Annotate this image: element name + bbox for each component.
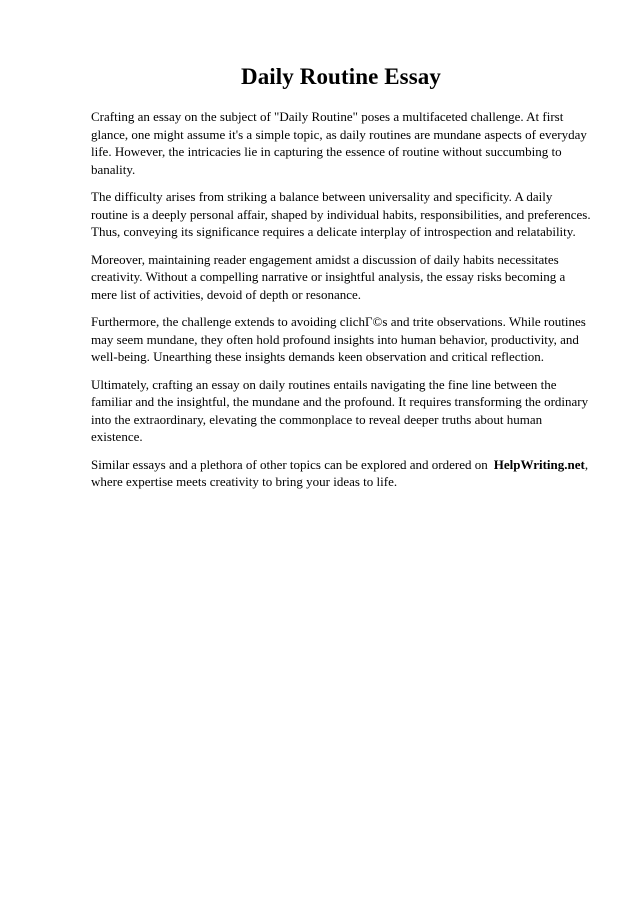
- closing-paragraph: [91, 456, 591, 491]
- paragraph-4: Furthermore, the challenge extends to avoiding clichГ©s and trite observations. While routines may seem mundane, they often hold profound insights into human behavior, productivity, and well-being. Unearthing these insights demands keen observation and critical reflection.: [91, 314, 586, 364]
- document-content: [91, 62, 591, 501]
- paragraph-1: Crafting an essay on the subject of "Daily Routine" poses a multifaceted challenge. At first glance, one might assume it's a simple topic, as daily routines are mundane aspects of everyday life. However, the intricacies lie in capturing the essence of routine without succumbing to banality.: [91, 109, 587, 177]
- document-title: Daily Routine Essay: [241, 64, 441, 89]
- closing-text-after-link: , where expertise meets creativity to bring your ideas to life.: [91, 456, 589, 489]
- helpwriting-link[interactable]: HelpWriting.net: [493, 456, 585, 472]
- paragraph-5: Ultimately, crafting an essay on daily routines entails navigating the fine line between the familiar and the insightful, the mundane and the profound. It requires transforming the ordinary into the extraordinary, elevating the commonplace to reveal deeper truths about human existence.: [91, 376, 589, 444]
- closing-text-before-link: Similar essays and a plethora of other topics can be explored and ordered on: [91, 456, 488, 472]
- paragraph-2: The difficulty arises from striking a balance between universality and specificity. A daily routine is a deeply personal affair, shaped by individual habits, responsibilities, and preferences. Thus, conveying its significance requires a delicate interplay of introspection and relatability.: [91, 189, 591, 239]
- paragraph-3: Moreover, maintaining reader engagement amidst a discussion of daily habits necessitates creativity. Without a compelling narrative or insightful analysis, the essay risks becoming a mere list of activities, devoid of depth or resonance.: [91, 251, 566, 302]
